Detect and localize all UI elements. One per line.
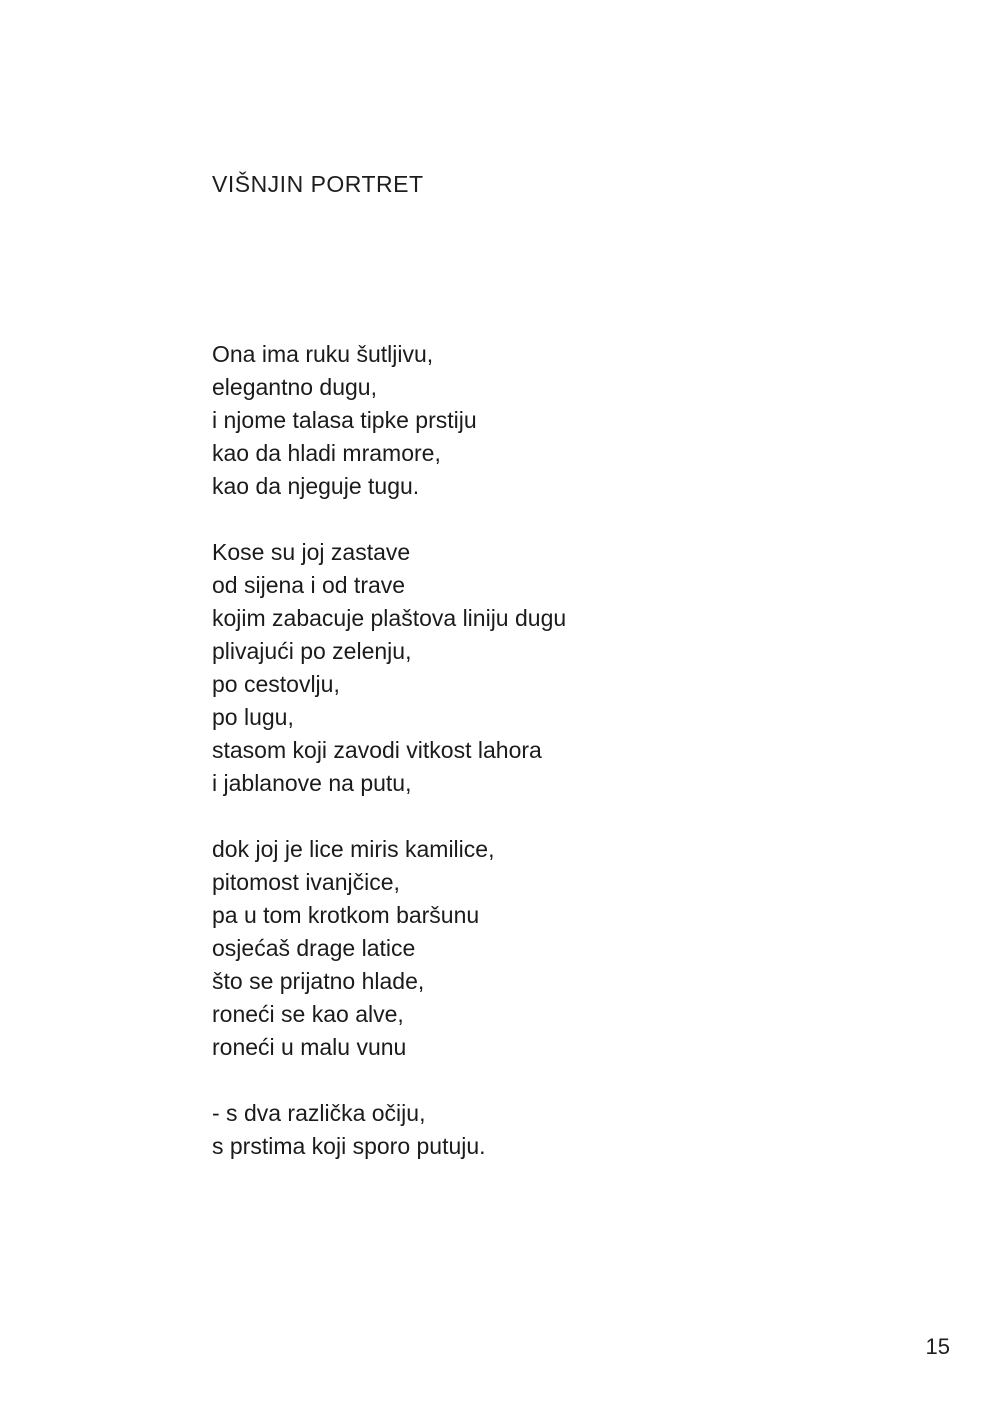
poem-line: kao da njeguje tugu. bbox=[212, 473, 420, 499]
poem-line: roneći u malu vunu bbox=[212, 1034, 407, 1060]
poem-line: pa u tom krotkom baršunu bbox=[212, 902, 480, 928]
stanza-2 bbox=[212, 536, 566, 800]
poem-line: roneći se kao alve, bbox=[212, 1001, 404, 1027]
poem-line: i njome talasa tipke prstiju bbox=[212, 407, 477, 433]
poem-line: stasom koji zavodi vitkost lahora bbox=[212, 737, 542, 763]
poem-line: elegantno dugu, bbox=[212, 374, 377, 400]
poem-line: pitomost ivanjčice, bbox=[212, 869, 400, 895]
poem-line: od sijena i od trave bbox=[212, 572, 406, 598]
stanza-4 bbox=[212, 1097, 566, 1163]
poem-line: po cestovlju, bbox=[212, 671, 340, 697]
poem-title: VIŠNJIN PORTRET bbox=[212, 171, 424, 197]
poem-line: po lugu, bbox=[212, 704, 294, 730]
poem-line: Ona ima ruku šutljivu, bbox=[212, 341, 434, 367]
poem-line: kojim zabacuje plaštova liniju dugu bbox=[212, 605, 567, 631]
poem-line: s prstima koji sporo putuju. bbox=[212, 1133, 486, 1159]
stanza-3 bbox=[212, 833, 566, 1064]
poem-line: Kose su joj zastave bbox=[212, 539, 411, 565]
poem-line: - s dva različka očiju, bbox=[212, 1100, 426, 1126]
page-number: 15 bbox=[925, 1334, 950, 1359]
poem-line: dok joj je lice miris kamilice, bbox=[212, 836, 495, 862]
poem-line: i jablanove na putu, bbox=[212, 770, 412, 796]
poem-line: plivajući po zelenju, bbox=[212, 638, 412, 664]
poem-line: osjećaš drage latice bbox=[212, 935, 416, 961]
poem-body bbox=[212, 338, 566, 1163]
stanza-1 bbox=[212, 338, 566, 503]
poem-line: kao da hladi mramore, bbox=[212, 440, 441, 466]
poem-line: što se prijatno hlade, bbox=[212, 968, 425, 994]
